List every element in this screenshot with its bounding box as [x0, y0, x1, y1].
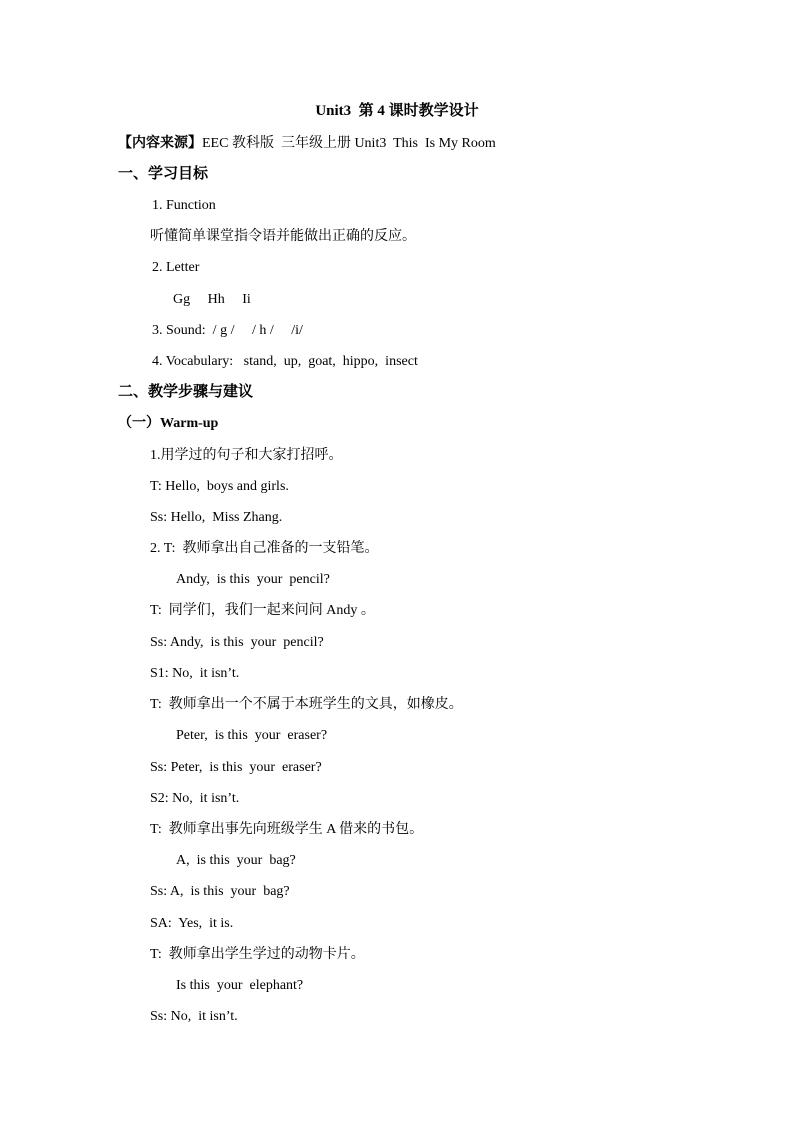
step-line: Ss: Peter, is this your eraser? — [150, 760, 322, 775]
step-line: T: 教师拿出事先向班级学生 A 借来的书包。 — [150, 822, 424, 837]
step-line: T: Hello, boys and girls. — [150, 479, 289, 494]
step-line: S2: No, it isn’t. — [150, 791, 240, 806]
source-label: 【内容来源】 — [118, 136, 202, 151]
step-line: Ss: No, it isn’t. — [150, 1009, 238, 1024]
objective-item: 2. Letter — [152, 260, 200, 275]
step-line: Peter, is this your eraser? — [176, 728, 328, 743]
step-line: Ss: A, is this your bag? — [150, 884, 290, 899]
step-line: T: 教师拿出学生学过的动物卡片。 — [150, 947, 365, 962]
step-line: 2. T: 教师拿出自己准备的一支铅笔。 — [150, 541, 379, 556]
subsection-heading-warmup: （一）Warm-up — [118, 416, 219, 431]
objective-item: 4. Vocabulary: stand, up, goat, hippo, insect — [152, 354, 418, 369]
step-line: SA: Yes, it is. — [150, 916, 234, 931]
step-line: Ss: Andy, is this your pencil? — [150, 635, 324, 650]
section-heading-objectives: 一、学习目标 — [118, 166, 209, 182]
objective-item: 听懂简单课堂指令语并能做出正确的反应。 — [150, 229, 416, 244]
objective-item: 1. Function — [152, 198, 216, 213]
step-line: 1.用学过的句子和大家打招呼。 — [150, 448, 343, 463]
step-line: Is this your elephant? — [176, 978, 304, 993]
source-text: EEC 教科版 三年级上册 Unit3 This Is My Room — [202, 136, 496, 151]
objective-item: 3. Sound: / g / / h / /i/ — [152, 323, 303, 338]
step-line: Ss: Hello, Miss Zhang. — [150, 510, 283, 525]
content-source — [118, 135, 496, 153]
step-line: Andy, is this your pencil? — [176, 572, 330, 587]
step-line: A, is this your bag? — [176, 853, 296, 868]
step-line: S1: No, it isn’t. — [150, 666, 240, 681]
objective-item: Gg Hh Ii — [173, 292, 251, 307]
step-line: T: 教师拿出一个不属于本班学生的文具，如橡皮。 — [150, 697, 463, 712]
section-heading-steps: 二、教学步骤与建议 — [118, 384, 254, 400]
step-line: T: 同学们，我们一起来问问 Andy 。 — [150, 603, 375, 618]
page-title: Unit3 第 4 课时教学设计 — [315, 103, 479, 119]
